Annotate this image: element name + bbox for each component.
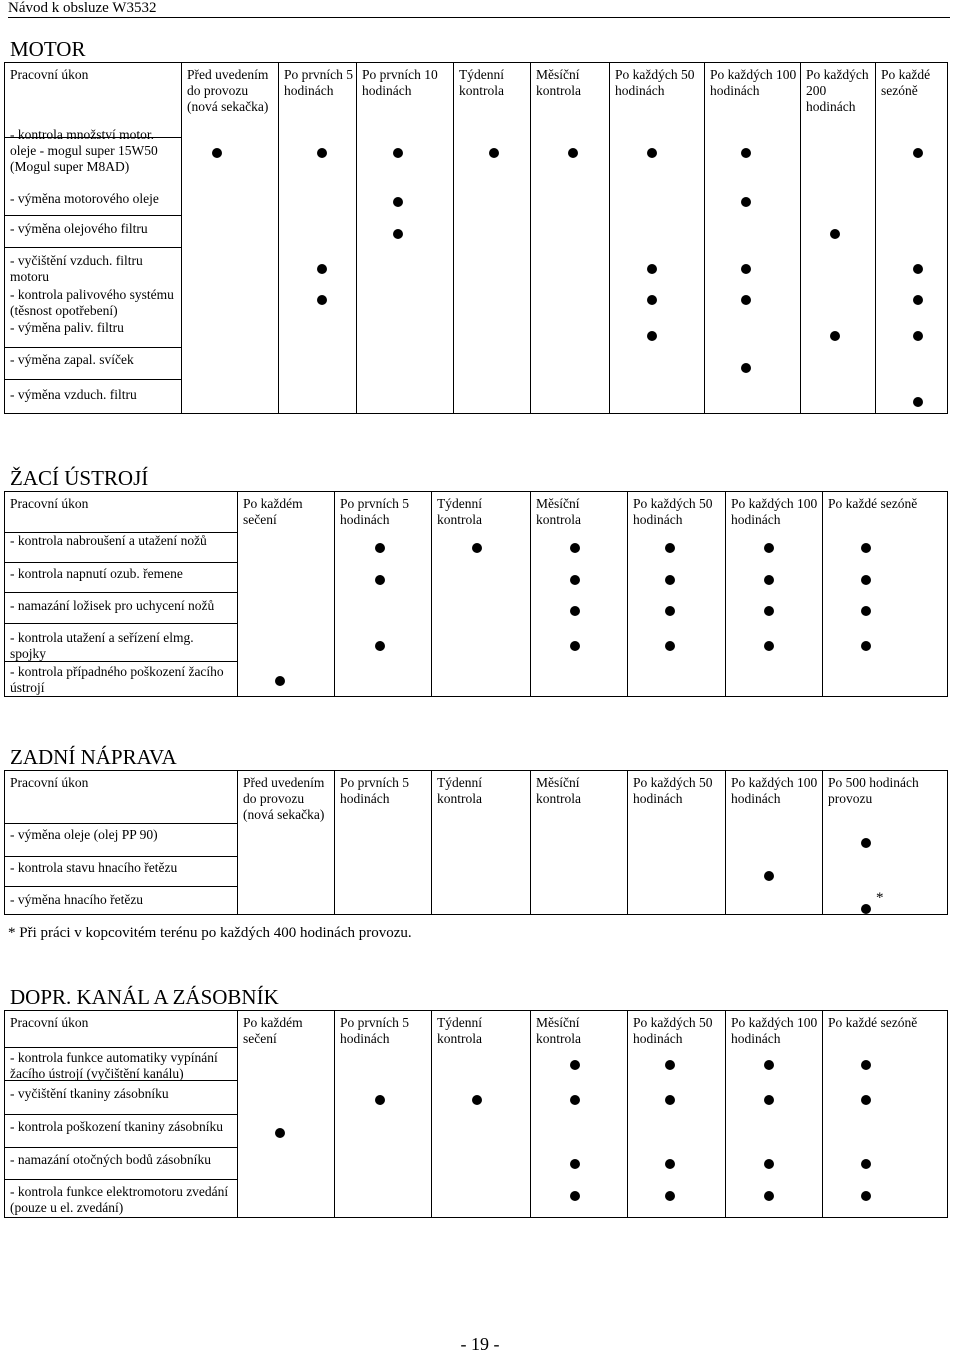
- dopr-check-dot: [570, 1095, 580, 1105]
- dopr-header-2: Po prvních 5 hodinách: [340, 1015, 409, 1046]
- zadni-col-divider: [530, 771, 531, 914]
- zadni-section-title: ZADNÍ NÁPRAVA: [10, 745, 177, 769]
- motor-check-dot: [741, 264, 751, 274]
- zaci-row-label: - kontrola napnutí ozub. řemene: [10, 566, 183, 581]
- dopr-row-divider: [5, 1114, 237, 1115]
- dopr-row-label: - kontrola funkce elektromotoru zvedání (pouze u el. zvedání): [10, 1184, 229, 1215]
- zaci-check-dot: [764, 641, 774, 651]
- zadni-header-1: Před uvedením do provozu (nová sekačka): [243, 775, 325, 822]
- zaci-check-dot: [665, 575, 675, 585]
- zaci-col-divider: [334, 492, 335, 696]
- motor-header-4: Týdenní kontrola: [459, 67, 504, 98]
- motor-col-divider: [356, 63, 357, 413]
- dopr-col-divider: [627, 1011, 628, 1217]
- zaci-check-dot: [570, 641, 580, 651]
- dopr-check-dot: [570, 1159, 580, 1169]
- motor-header-5: Měsíční kontrola: [536, 67, 581, 98]
- motor-col-divider: [278, 63, 279, 413]
- motor-check-dot: [913, 331, 923, 341]
- motor-check-dot: [913, 264, 923, 274]
- zaci-header-0: Pracovní úkon: [10, 496, 89, 511]
- zaci-row-divider: [5, 623, 237, 624]
- motor-col-divider: [530, 63, 531, 413]
- motor-check-dot: [393, 229, 403, 239]
- zaci-header-5: Po každých 50 hodinách: [633, 496, 713, 527]
- dopr-check-dot: [375, 1095, 385, 1105]
- motor-row-label: - výměna vzduch. filtru: [10, 387, 137, 402]
- zaci-check-dot: [861, 606, 871, 616]
- zadni-header-2: Po prvních 5 hodinách: [340, 775, 409, 806]
- dopr-header-6: Po každých 100 hodinách: [731, 1015, 818, 1046]
- zaci-header-3: Týdenní kontrola: [437, 496, 482, 527]
- motor-header-3: Po prvních 10 hodinách: [362, 67, 438, 98]
- motor-check-dot: [568, 148, 578, 158]
- zaci-header-6: Po každých 100 hodinách: [731, 496, 818, 527]
- motor-check-dot: [830, 331, 840, 341]
- zadni-row-divider: [5, 886, 237, 887]
- motor-col-divider: [800, 63, 801, 413]
- zadni-row-label: - kontrola stavu hnacího řetězu: [10, 860, 178, 875]
- dopr-row-divider: [5, 1147, 237, 1148]
- dopr-table: [4, 1010, 948, 1218]
- motor-check-dot: [913, 295, 923, 305]
- zaci-check-dot: [665, 543, 675, 553]
- dopr-check-dot: [275, 1128, 285, 1138]
- zaci-row-label: - kontrola případného poškození žacího ústrojí: [10, 664, 224, 695]
- motor-check-dot: [393, 148, 403, 158]
- zaci-check-dot: [665, 641, 675, 651]
- zaci-check-dot: [665, 606, 675, 616]
- zaci-check-dot: [375, 575, 385, 585]
- motor-header-8: Po každých 200 hodinách: [806, 67, 869, 114]
- zadni-col-divider: [627, 771, 628, 914]
- motor-check-dot: [741, 363, 751, 373]
- dopr-header-5: Po každých 50 hodinách: [633, 1015, 713, 1046]
- motor-check-dot: [913, 148, 923, 158]
- motor-check-dot: [647, 264, 657, 274]
- zadni-header-4: Měsíční kontrola: [536, 775, 581, 806]
- zaci-col-divider: [237, 492, 238, 696]
- zaci-check-dot: [764, 606, 774, 616]
- zaci-col-divider: [822, 492, 823, 696]
- motor-check-dot: [741, 197, 751, 207]
- motor-header-1: Před uvedením do provozu (nová sekačka): [187, 67, 269, 114]
- dopr-row-divider: [5, 1047, 237, 1048]
- zadni-col-divider: [431, 771, 432, 914]
- dopr-check-dot: [764, 1095, 774, 1105]
- zadni-row-label: - výměna hnacího řetězu: [10, 892, 144, 907]
- motor-check-dot: [647, 295, 657, 305]
- zaci-header-7: Po každé sezóně: [828, 496, 918, 511]
- dopr-row-label: - kontrola poškození tkaniny zásobníku: [10, 1119, 223, 1134]
- zaci-check-dot: [764, 543, 774, 553]
- dopr-header-4: Měsíční kontrola: [536, 1015, 581, 1046]
- motor-row-label: - výměna paliv. filtru: [10, 320, 124, 335]
- dopr-section-title: DOPR. KANÁL A ZÁSOBNÍK: [10, 985, 279, 1009]
- zaci-table: [4, 491, 948, 697]
- dopr-check-dot: [764, 1060, 774, 1070]
- zadni-check-dot: [861, 904, 871, 914]
- motor-table: [4, 62, 948, 414]
- zadni-header-7: Po 500 hodinách provozu: [828, 775, 919, 806]
- dopr-check-dot: [665, 1060, 675, 1070]
- zaci-check-dot: [472, 543, 482, 553]
- motor-check-dot: [830, 229, 840, 239]
- motor-check-dot: [317, 148, 327, 158]
- zaci-check-dot: [570, 606, 580, 616]
- motor-row-divider: [5, 379, 181, 380]
- motor-header-6: Po každých 50 hodinách: [615, 67, 695, 98]
- zadni-table: [4, 770, 948, 915]
- dopr-check-dot: [665, 1095, 675, 1105]
- dopr-row-label: - kontrola funkce automatiky vypínání žacího ústrojí (vyčištění kanálu): [10, 1050, 218, 1081]
- page-number: - 19 -: [460, 1334, 500, 1353]
- zaci-check-dot: [861, 641, 871, 651]
- dopr-check-dot: [861, 1159, 871, 1169]
- dopr-check-dot: [764, 1159, 774, 1169]
- motor-check-dot: [741, 148, 751, 158]
- zaci-section-title: ŽACÍ ÚSTROJÍ: [10, 466, 149, 490]
- zaci-col-divider: [431, 492, 432, 696]
- zaci-row-label: - kontrola nabroušení a utažení nožů: [10, 533, 207, 548]
- dopr-header-0: Pracovní úkon: [10, 1015, 89, 1030]
- motor-row-divider: [5, 347, 181, 348]
- motor-check-dot: [317, 295, 327, 305]
- motor-section-title: MOTOR: [10, 37, 86, 61]
- motor-check-dot: [317, 264, 327, 274]
- motor-row-divider: [5, 215, 181, 216]
- zadni-check-dot: [861, 838, 871, 848]
- zadni-header-0: Pracovní úkon: [10, 775, 89, 790]
- zaci-col-divider: [627, 492, 628, 696]
- motor-row-divider: [5, 247, 181, 248]
- dopr-check-dot: [861, 1095, 871, 1105]
- zaci-row-label: - kontrola utažení a seřízení elmg. spojky: [10, 630, 194, 661]
- zadni-col-divider: [237, 771, 238, 914]
- dopr-header-1: Po každém sečení: [243, 1015, 303, 1046]
- dopr-row-label: - namazání otočných bodů zásobníku: [10, 1152, 211, 1167]
- zaci-check-dot: [570, 575, 580, 585]
- dopr-col-divider: [530, 1011, 531, 1217]
- dopr-header-3: Týdenní kontrola: [437, 1015, 482, 1046]
- zaci-row-divider: [5, 592, 237, 593]
- zadni-col-divider: [822, 771, 823, 914]
- zaci-check-dot: [861, 543, 871, 553]
- zadni-header-5: Po každých 50 hodinách: [633, 775, 713, 806]
- dopr-col-divider: [334, 1011, 335, 1217]
- motor-col-divider: [875, 63, 876, 413]
- motor-row-label: - vyčištění vzduch. filtru motoru: [10, 253, 143, 284]
- dopr-col-divider: [431, 1011, 432, 1217]
- motor-check-dot: [913, 397, 923, 407]
- page-header: Návod k obsluze W3532: [8, 0, 157, 16]
- zaci-check-dot: [570, 543, 580, 553]
- zaci-header-4: Měsíční kontrola: [536, 496, 581, 527]
- zadni-asterisk: *: [876, 890, 884, 906]
- dopr-check-dot: [764, 1191, 774, 1201]
- motor-header-2: Po prvních 5 hodinách: [284, 67, 353, 98]
- zadni-header-3: Týdenní kontrola: [437, 775, 482, 806]
- zaci-header-1: Po každém sečení: [243, 496, 303, 527]
- motor-col-divider: [609, 63, 610, 413]
- dopr-check-dot: [665, 1159, 675, 1169]
- dopr-check-dot: [570, 1191, 580, 1201]
- dopr-header-7: Po každé sezóně: [828, 1015, 918, 1030]
- motor-check-dot: [212, 148, 222, 158]
- header-rule: [8, 17, 950, 18]
- zaci-check-dot: [375, 543, 385, 553]
- zaci-row-divider: [5, 562, 237, 563]
- motor-row-label: - výměna motorového oleje: [10, 191, 159, 206]
- motor-row-label: - kontrola palivového systému (těsnost opotřebení): [10, 287, 174, 318]
- zaci-check-dot: [375, 641, 385, 651]
- zaci-col-divider: [530, 492, 531, 696]
- motor-check-dot: [393, 197, 403, 207]
- dopr-col-divider: [237, 1011, 238, 1217]
- zaci-check-dot: [861, 575, 871, 585]
- zaci-header-2: Po prvních 5 hodinách: [340, 496, 409, 527]
- zadni-row-divider: [5, 823, 237, 824]
- motor-header-9: Po každé sezóně: [881, 67, 931, 98]
- zaci-row-label: - namazání ložisek pro uchycení nožů: [10, 598, 215, 613]
- zadni-header-6: Po každých 100 hodinách: [731, 775, 818, 806]
- motor-check-dot: [741, 295, 751, 305]
- zadni-check-dot: [764, 871, 774, 881]
- motor-col-divider: [704, 63, 705, 413]
- motor-row-label: - výměna olejového filtru: [10, 221, 148, 236]
- motor-header-0: Pracovní úkon: [10, 67, 89, 82]
- motor-check-dot: [647, 331, 657, 341]
- dopr-check-dot: [665, 1191, 675, 1201]
- dopr-check-dot: [861, 1191, 871, 1201]
- zaci-check-dot: [275, 676, 285, 686]
- dopr-row-divider: [5, 1179, 237, 1180]
- motor-col-divider: [453, 63, 454, 413]
- zadni-row-label: - výměna oleje (olej PP 90): [10, 827, 158, 842]
- motor-check-dot: [489, 148, 499, 158]
- motor-check-dot: [647, 148, 657, 158]
- dopr-check-dot: [570, 1060, 580, 1070]
- dopr-row-label: - vyčištění tkaniny zásobníku: [10, 1086, 169, 1101]
- zadni-footnote: * Při práci v kopcovitém terénu po každých 400 hodinách provozu.: [8, 925, 412, 941]
- dopr-col-divider: [822, 1011, 823, 1217]
- dopr-check-dot: [472, 1095, 482, 1105]
- zadni-row-divider: [5, 856, 237, 857]
- zaci-check-dot: [764, 575, 774, 585]
- motor-header-7: Po každých 100 hodinách: [710, 67, 797, 98]
- motor-row-label: - výměna zapal. svíček: [10, 352, 134, 367]
- dopr-check-dot: [861, 1060, 871, 1070]
- motor-col-divider: [181, 63, 182, 413]
- motor-row-label: - kontrola množství motor. oleje - mogul super 15W50 (Mogul super M8AD): [10, 127, 158, 174]
